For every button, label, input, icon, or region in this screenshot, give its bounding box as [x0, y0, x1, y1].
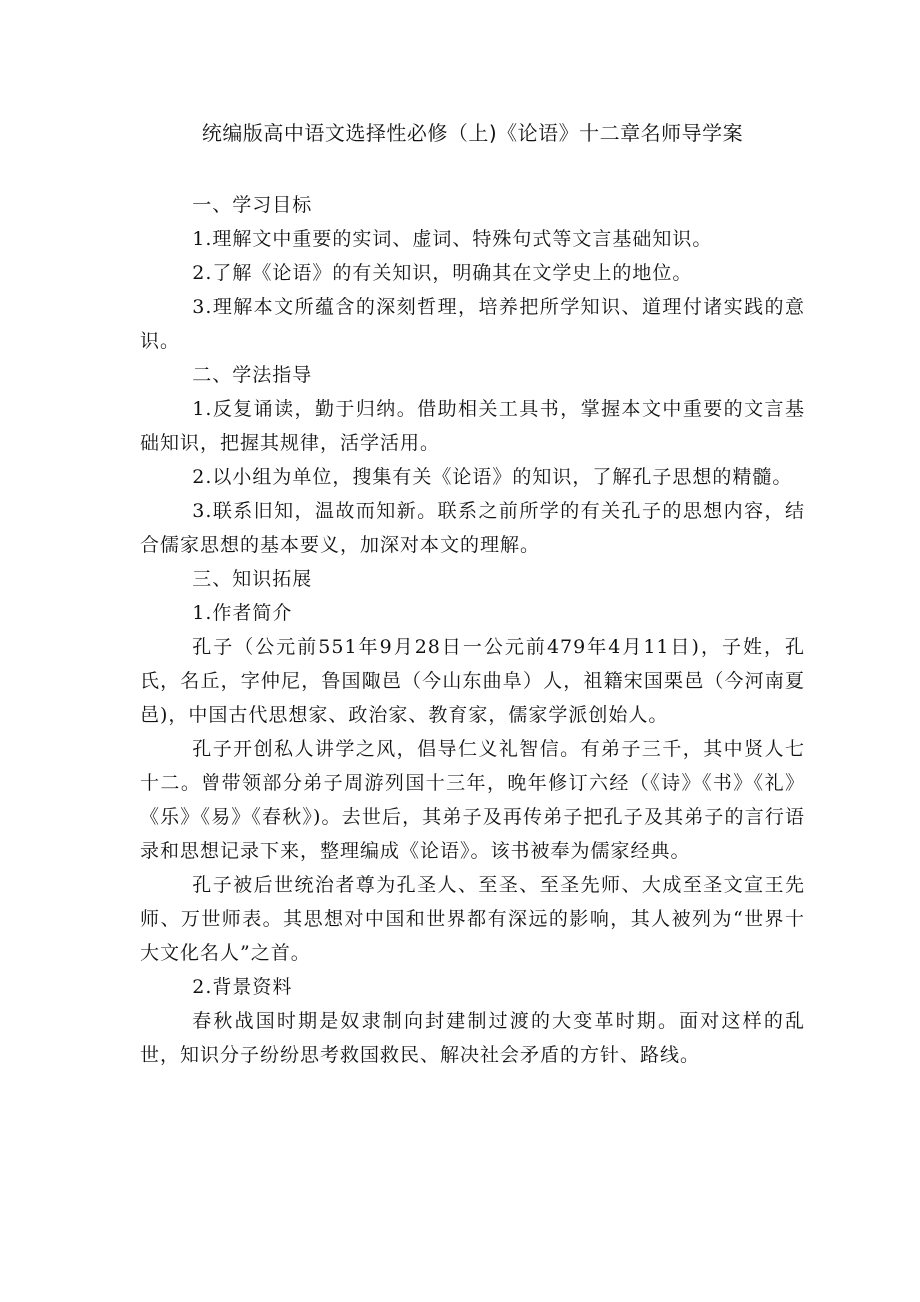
author-paragraph-2: 孔子开创私人讲学之风，倡导仁义礼智信。有弟子三千，其中贤人七十二。曾带领部分弟子周游列国十三年，晚年修订六经（《诗》《书》《礼》《乐》《易》《春秋》)。去世后，其弟子及再传弟子把孔子及其弟子的言行语录和思想记录下来，整理编成《论语》。该书被奉为儒家经典。: [140, 738, 805, 862]
goal-item-1: 1.理解文中重要的实词、虚词、特殊句式等文言基础知识。: [192, 228, 713, 250]
author-paragraph-3: 孔子被后世统治者尊为孔圣人、至圣、至圣先师、大成至圣文宣王先师、万世师表。其思想对中国和世界都有深远的影响，其人被列为“世界十大文化名人”之首。: [140, 874, 805, 964]
method-item-3: 3.联系旧知，温故而知新。联系之前所学的有关孔子的思想内容，结合儒家思想的基本要义，加深对本文的理解。: [140, 500, 805, 556]
section-heading-knowledge: 三、知识拓展: [192, 568, 313, 590]
section-heading-study-method: 二、学法指导: [192, 364, 313, 386]
method-item-1: 1.反复诵读，勤于归纳。借助相关工具书，掌握本文中重要的文言基础知识，把握其规律，活学活用。: [140, 398, 805, 454]
section-heading-learning-goals: 一、学习目标: [192, 194, 313, 216]
method-item-2: 2.以小组为单位，搜集有关《论语》的知识，了解孔子思想的精髓。: [192, 466, 793, 488]
author-paragraph-1: 孔子（公元前551年9月28日一公元前479年4月11日)，子姓，孔氏，名丘，字仲尼，鲁国陬邑（今山东曲阜）人，祖籍宋国栗邑（今河南夏邑)，中国古代思想家、政治家、教育家，儒家学派创始人。: [140, 636, 805, 726]
subheading-author-intro: 1.作者简介: [192, 602, 293, 624]
subheading-background: 2.背景资料: [192, 976, 293, 998]
background-paragraph-1: 春秋战国时期是奴隶制向封建制过渡的大变革时期。面对这样的乱世，知识分子纷纷思考救国救民、解决社会矛盾的方针、路线。: [140, 1010, 805, 1066]
goal-item-2: 2.了解《论语》的有关知识，明确其在文学史上的地位。: [192, 262, 693, 284]
document-title: 统编版高中语文选择性必修（上)《论语》十二章名师导学案: [201, 121, 744, 145]
goal-item-3: 3.理解本文所蕴含的深刻哲理，培养把所学知识、道理付诸实践的意识。: [140, 296, 805, 352]
document-page: [140, 116, 805, 1072]
